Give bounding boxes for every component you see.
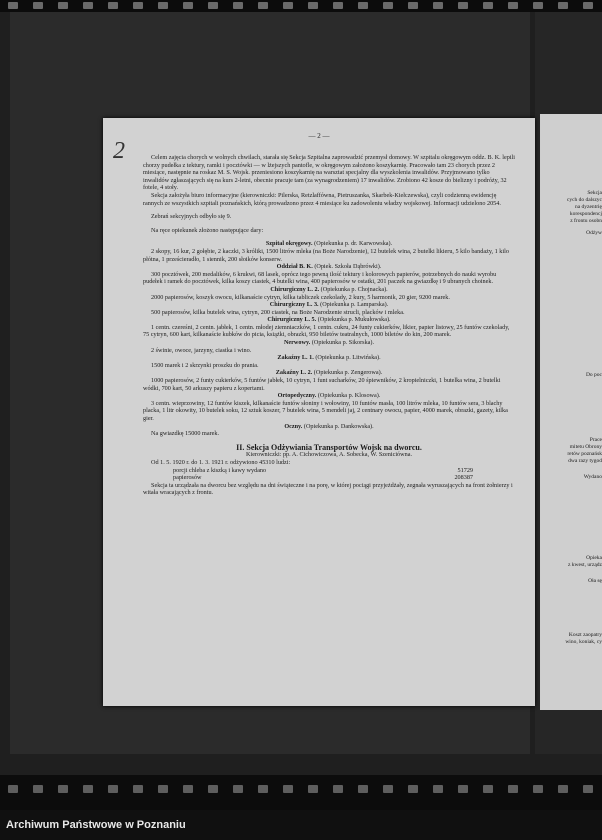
ward-keeper: (Opiekunka p. Lamparska). <box>318 301 389 309</box>
film-sprocket <box>333 785 343 793</box>
ward-gifts: 2000 papierosów, koszyk owocu, kilkanaście cytryn, kilka tabliczek czekolady, 2 kury, 5 harmonik, 20 gier, 9200 marek. <box>151 293 450 301</box>
adjacent-text-fragment: z kwest, urządz <box>567 562 602 568</box>
stat-row <box>143 467 515 475</box>
ward-keeper: (Opiekunka p. Klosowa). <box>316 392 381 400</box>
ward-title: Oddział B. K. <box>276 263 313 271</box>
adjacent-text-fragment: retów poznańsk <box>567 451 602 457</box>
adjacent-text-fragment: mitetu Obrony <box>569 444 602 450</box>
adjacent-text-fragment: z frontu osobn <box>570 218 602 224</box>
ward-heading <box>143 392 515 400</box>
film-sprocket <box>558 2 568 9</box>
ward-title: Szpital okręgowy. <box>265 240 313 248</box>
film-strip-top <box>0 0 602 12</box>
film-sprocket <box>308 785 318 793</box>
film-sprocket <box>583 2 593 9</box>
ward-keeper: (Opiek. Szkoła Dąbrówki). <box>312 263 382 271</box>
archive-name: Archiwum Państwowe w Poznaniu <box>6 819 186 831</box>
adjacent-text-fragment: Oła sę <box>588 578 602 584</box>
film-sprocket <box>458 785 468 793</box>
film-sprocket <box>383 2 393 9</box>
adjacent-text-fragment: wino, koniak, cy <box>565 639 602 645</box>
film-sprocket <box>483 785 493 793</box>
ward-gifts: 1 centn. czereśni, 2 centn. jabłek, 1 centn. młodej ziemniaczków, 1 centn. cukru, 24 funty cukierków, likier, papier listowy, 25 funtów czekolady, 75 cytryn, 600 kart, kilkanaście kubków do picia, książki, obrazki, 950 biletów teatralnych, 1000 biletów do kin, 200 marek. <box>143 323 510 339</box>
film-sprocket <box>358 785 368 793</box>
ward-title: Zakaźny L. 1. <box>277 354 314 362</box>
film-sprocket <box>558 785 568 793</box>
film-sprocket <box>508 2 518 9</box>
stat-value: 208387 <box>454 474 473 482</box>
film-sprocket <box>33 2 43 9</box>
film-sprocket <box>8 2 18 9</box>
ward-gifts: 1500 marek i 2 skrzynki proszku do prania. <box>151 361 259 369</box>
film-sprocket <box>433 2 443 9</box>
film-sprocket <box>258 2 268 9</box>
ward-keeper: (Opiekunka p. Dankowska). <box>302 422 374 430</box>
ward-title: Zakaźny L. 2. <box>275 369 313 377</box>
ward-heading <box>143 369 515 377</box>
adjacent-text-fragment: Do poc <box>585 372 602 378</box>
film-sprocket <box>158 785 168 793</box>
film-sprocket <box>208 785 218 793</box>
film-sprocket <box>83 785 93 793</box>
film-sprocket <box>233 2 243 9</box>
ward-title: Oczny. <box>284 422 303 430</box>
ward-gifts: 500 papierosów, kilka butelek wina, cytryn, 200 ciastek, na Boże Narodzenie strucli, placków i mleka. <box>151 308 405 316</box>
film-sprocket <box>183 2 193 9</box>
film-sprocket <box>208 2 218 9</box>
adjacent-text-fragment: Prace <box>589 437 602 443</box>
intro-paragraph: Na ręce opiekunek złożono następujące dary: <box>151 226 264 234</box>
ward-heading <box>143 339 515 347</box>
adjacent-text-fragment: na dyzentrię <box>574 204 602 210</box>
page-number: — 2 — <box>308 132 330 140</box>
ward-gifts: 3 centn. wieprzowiny, 12 funtów kiszek, kilkanaście funtów słoniny i wołowiny, 10 funtów masła, 100 litrów mleka, 10 funtów sera, 3 blachy placka, 1 litr okowity, 10 butelek soku, 12 sztuk koszer, 7 butelek wina, 5 mendeli jaj, 2 centnary owocu, papier, 4000 marek, obrazki, gazety, kilka gier. <box>143 399 508 422</box>
ward-gifts: 1000 papierosów, 2 funty cukierków, 5 funtów jabłek, 10 cytryn, 1 funt sucharków, 20 śpiewników, 2 kropielniczki, 1 butelka wina, 2 butelki wódki, 700 kart, 50 arkuszy papieru z kopertami. <box>143 377 501 392</box>
film-sprocket <box>533 785 543 793</box>
stat-value: 51729 <box>457 466 473 474</box>
ward-keeper: (Opiekunka p. Sikorska). <box>310 339 375 347</box>
ward-keeper: (Opiekunka p. dr. Karwowska). <box>312 240 393 248</box>
ward-gifts: 2 świnie, owoce, jarzyny, ciastka i wino. <box>151 346 252 354</box>
ward-gifts: Na gwiazdkę 15000 marek. <box>151 430 220 438</box>
film-sprocket <box>83 2 93 9</box>
ward-keeper: (Opiekunka p. Zengerowa). <box>312 369 383 377</box>
film-strip-bottom <box>0 775 602 810</box>
adjacent-text-fragment: cych do dalszyc <box>566 197 602 203</box>
adjacent-text-fragment: Sekcja <box>587 190 602 196</box>
ward-gifts: 300 pocztówek, 200 medalików, 6 krukwi, 68 lasek, oprócz tego pewną ilość tektury i kolorowych papierów, potrzebnych do nauki wyrobu pudełek i ramek do pocztówek, kilka koszy ciastek, 4 butelki wina, 400 papierosów w ostatki, 201 paczek na gwiazdkę i 9 ubranych choinek. <box>143 270 497 286</box>
adjacent-text-fragment: Wydano <box>583 474 602 480</box>
ward-heading <box>143 301 515 309</box>
film-sprocket <box>133 785 143 793</box>
film-sprocket <box>108 785 118 793</box>
ward-gifts: 2 skopy, 16 kur, 2 gołębie, 2 kaczki, 3 króliki, 1500 litrów mleka (na Boże Narodzenie), 12 butelek wina, 2 butelki likieru, 5 kilo bandaży, 1 kilo płótna, 1 prześcieradło, 1 siennik, 200 słoików konserw. <box>143 247 509 263</box>
film-sprocket <box>433 785 443 793</box>
section-title: II. Sekcja Odżywiania Transportów Wojsk na dworcu. <box>236 442 422 452</box>
page-body <box>143 154 515 497</box>
film-sprocket <box>408 2 418 9</box>
film-sprocket <box>183 785 193 793</box>
film-sprocket <box>383 785 393 793</box>
film-sprocket <box>408 785 418 793</box>
handwritten-page-mark: 2 <box>113 138 125 164</box>
film-sprocket <box>508 785 518 793</box>
film-sprocket <box>33 785 43 793</box>
adjacent-text-fragment: Koszt zaopatry <box>568 632 602 638</box>
film-sprocket <box>308 2 318 9</box>
ward-keeper: (Opiekunka p. Mukułowska). <box>316 316 391 324</box>
film-sprocket <box>233 785 243 793</box>
ward-heading <box>143 286 515 294</box>
adjacent-text-fragment: dwa razy tygod <box>568 458 602 464</box>
film-sprocket <box>8 785 18 793</box>
document-page <box>103 118 535 706</box>
ward-title: Nerwowy. <box>283 339 311 347</box>
ward-heading <box>143 240 515 248</box>
ward-heading <box>143 316 515 324</box>
film-sprocket <box>583 785 593 793</box>
ward-title: Ortopedyczny. <box>277 392 317 400</box>
intro-paragraph: Sekcja założyła biuro informacyjne (kierowniczki: Pilerska, Retzlaffówna, Pietruszanka, Skarbek-Kiełczewska), czyli codzienną ewidencję rannych ze wszystkich szpitali poznańskich, którą prowadzono przez 4 miesiące ku zadowoleniu władzy wojskowej. Informacji udzielono 2054. <box>143 191 501 207</box>
adjacent-text-fragment: korespondencj <box>569 211 602 217</box>
film-sprocket <box>358 2 368 9</box>
section-closing: Sekcja ta urządzała na dworcu bez względu na dni świąteczne i na porę, w której pociągi przyjeżdżały, zegnała wyruszających na front żołnierzy i witała wracających z frontu. <box>143 481 513 497</box>
film-sprocket <box>58 785 68 793</box>
stat-label: porcji chleba z kiszką i kawy wydano <box>173 466 267 474</box>
film-sprocket <box>483 2 493 9</box>
ward-title: Chirurgiczny L. 3. <box>269 301 319 309</box>
film-sprocket <box>283 2 293 9</box>
ward-title: Chirurgiczny L. 5. <box>267 316 317 324</box>
stat-row <box>143 474 515 482</box>
intro-paragraph: Zebrań sekcyjnych odbyło się 9. <box>151 213 232 221</box>
film-sprocket <box>283 785 293 793</box>
section-managers: Kierowniczki: pp. A. Cichowiczowa, A. Sobecka, W. Szeniciówna. <box>246 451 412 459</box>
film-sprocket <box>533 2 543 9</box>
film-sprocket <box>158 2 168 9</box>
ward-heading <box>143 354 515 362</box>
stat-label: papierosów <box>173 474 202 482</box>
ward-heading <box>143 423 515 431</box>
film-sprocket <box>458 2 468 9</box>
film-sprocket <box>258 785 268 793</box>
ward-heading <box>143 263 515 271</box>
film-sprocket <box>133 2 143 9</box>
film-sprocket <box>108 2 118 9</box>
archive-footer <box>0 810 602 840</box>
ward-keeper: (Opiekunka p. Chojnacka). <box>319 285 388 293</box>
adjacent-text-fragment: Odżyw <box>586 230 602 236</box>
film-sprocket <box>58 2 68 9</box>
ward-keeper: (Opiekunka p. Litwińska). <box>313 354 381 362</box>
section-period: Od 1. 5. 1920 r. do 1. 3. 1921 r. odżywiono 45310 ludzi: <box>151 458 291 466</box>
ward-title: Chirurgiczny L. 2. <box>270 285 320 293</box>
intro-paragraph: Celem zajęcia chorych w wolnych chwilach, starała się Sekcja Szpitalna zaprowadzić przemysł domowy. W szpitalu okręgowym oddz. B. K. lepili chorzy pudełka z tektury, ramki i pocztówki — w lżejszych pantofle, w okręgowym założono koszykarnię. Pracowało tam 23 chorych przez 2 miesiące, następnie na roskaz M. S. Wojsk. przeniesiono koszykarnię na warsztat specjalny dla wyszkolenia inwalidów. Przyjmowano tylko inwalidów zgłaszających się na kurs 2-letni, obecnie pracuje tam (za wynagrodzeniem) 17 inwalidów. Zrobiono 42 kosze do bielizny i podróży, 32 fotele, 4 stoły. <box>143 154 515 192</box>
adjacent-text-fragment: Opieka <box>586 555 602 561</box>
film-sprocket <box>333 2 343 9</box>
